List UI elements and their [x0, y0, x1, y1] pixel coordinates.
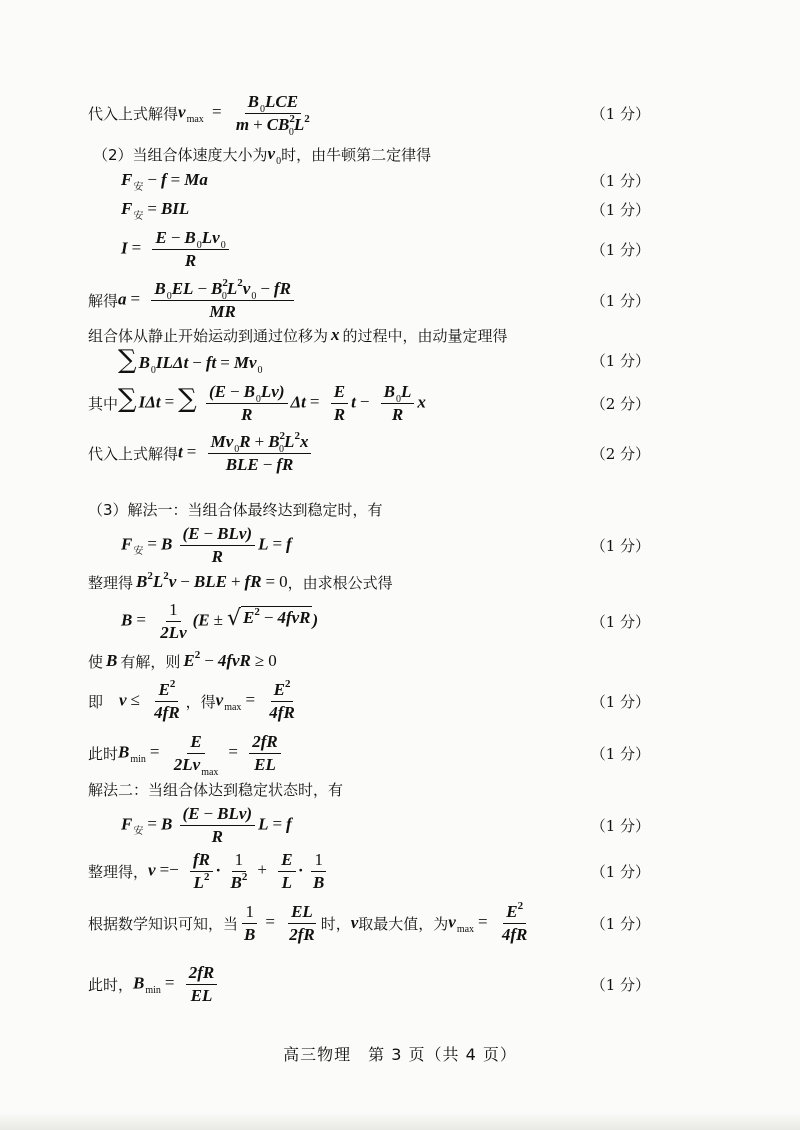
line-15-var: B: [106, 651, 118, 670]
line-6-score: （1 分）: [590, 291, 650, 310]
line-7: [0, 324, 800, 346]
line-7-var: x: [331, 325, 340, 344]
page-footer: 高三物理 第 3 页（共 4 页）: [283, 1045, 517, 1064]
line-9-formula: ∑ IΔt = ∑ $\frac{(E - B_0Lv)}{R}$ Δt = $\frac{E}{R}$ t − $\frac{B_0L}{R}$ x: [118, 381, 426, 424]
line-22-score: （1 分）: [590, 975, 650, 994]
line-15-prefix: 使: [88, 652, 104, 671]
line-14: [0, 596, 800, 646]
line-16-ineq: v ≤ $\frac{E^2}{4fR}$: [119, 677, 180, 722]
line-11: [0, 498, 800, 520]
line-18: [0, 778, 800, 800]
line-21-condition: $\frac{1}{B}$ = $\frac{EL}{2fR}$: [244, 901, 315, 944]
line-17-prefix: 此时: [88, 744, 119, 763]
line-21-prefix: 根据数学知识可知，当: [88, 914, 239, 933]
line-1-formula: $v_{max}$ = $\frac{B_0LCE}{m + CB^2_0L^2}$: [178, 91, 310, 138]
line-1-prefix: 代入上式解得: [88, 104, 179, 123]
line-21-var: v: [350, 913, 359, 932]
line-15-formula: $E^2 - 4fvR \ge 0$: [183, 649, 277, 670]
line-7-mid: 的过程中，由动量定理得: [342, 326, 508, 345]
line-6-formula: a = $\frac{B_0EL - B^2_0L^2v_0 - fR}{MR}$: [118, 279, 297, 322]
line-21-result: $v_{max}$ = $\frac{E^2}{4fR}$: [448, 899, 528, 944]
line-16-score: （1 分）: [590, 692, 650, 711]
line-12: [0, 520, 800, 570]
line-4-formula: $F_安$ = BIL: [121, 199, 190, 222]
line-22-prefix: 此时，: [88, 975, 134, 994]
line-5-score: （1 分）: [590, 240, 650, 259]
line-18-text: 解法二：当组合体达到稳定状态时，有: [88, 780, 344, 799]
line-10-formula: t = $\frac{Mv_0R + B^2_0L^2x}{\text{BLE − fR}}$: [178, 432, 314, 475]
line-8: [0, 344, 800, 376]
line-9: [0, 378, 800, 428]
line-19: [0, 800, 800, 850]
line-12-score: （1 分）: [590, 536, 650, 555]
line-13: [0, 568, 800, 596]
line-15-mid: 有解，则: [120, 652, 181, 671]
line-5-formula: I = $\frac{E - B_0Lv_0}{R}$: [121, 228, 232, 271]
line-5: [0, 224, 800, 274]
line-2-var: $v_0$: [267, 144, 282, 167]
line-10: [0, 428, 800, 478]
line-2-mid: 时，由牛顿第二定律得: [281, 145, 432, 164]
line-8-formula: ∑ $B_0IL\Delta t$ − ft = $Mv_0$: [118, 345, 263, 376]
line-3: [0, 167, 800, 193]
line-8-score: （1 分）: [590, 351, 650, 370]
line-9-prefix: 其中: [88, 394, 119, 413]
line-22: [0, 958, 800, 1010]
line-4-score: （1 分）: [590, 200, 650, 219]
line-14-formula: B = $\frac{1}{2Lv}$ (E ± √ $E^2 - 4fvR$ ): [121, 599, 319, 642]
line-21-score: （1 分）: [590, 914, 650, 933]
line-13-prefix: 整理得: [88, 573, 134, 592]
line-16-prefix: 即: [88, 692, 104, 711]
line-16: [0, 675, 800, 727]
line-13-formula: $B^2L^2v$ − BLE + fR = 0: [136, 570, 288, 591]
page-bottom-edge: [0, 1112, 800, 1130]
line-17-formula: $B_{min}$ = $\frac{E}{2Lv_{max}}$ = $\frac{2fR}{EL}$: [118, 732, 284, 775]
line-12-formula: $F_安 = B$ $\frac{\text{(E − BLv)}}{R}$ L = f: [121, 523, 292, 566]
line-19-score: （1 分）: [590, 816, 650, 835]
line-3-score: （1 分）: [590, 171, 650, 190]
line-20-score: （1 分）: [590, 862, 650, 881]
line-20-prefix: 整理得，: [88, 862, 149, 881]
line-10-score: （2 分）: [590, 444, 650, 463]
line-22-formula: $B_{min}$ = $\frac{2fR}{EL}$: [133, 963, 220, 1006]
line-1: [0, 86, 800, 140]
line-21-mid2: 取最大值，为: [358, 914, 449, 933]
line-20-formula: v =− $\frac{fR}{L^2}$ · $\frac{1}{B^2}$ + $\frac{E}{L}$ · $\frac{1}{B}$: [148, 849, 325, 892]
line-6-prefix: 解得: [88, 291, 119, 310]
line-10-prefix: 代入上式解得: [88, 444, 179, 463]
line-9-score: （2 分）: [590, 394, 650, 413]
line-13-mid: ，由求根公式得: [287, 573, 393, 592]
line-2: [0, 143, 800, 165]
line-16-result: $v_{max}$ = $\frac{E^2}{4fR}$: [215, 677, 295, 722]
line-3-formula: $F_安 - f = Ma$: [121, 170, 208, 193]
line-21-mid: 时，: [320, 914, 351, 933]
line-11-text: （3）解法一：当组合体最终达到稳定时，有: [88, 500, 383, 519]
line-17: [0, 727, 800, 779]
line-14-score: （1 分）: [590, 612, 650, 631]
line-21: [0, 896, 800, 950]
line-16-mid: ，得: [185, 692, 216, 711]
line-4: [0, 196, 800, 222]
line-15: [0, 647, 800, 675]
line-20: [0, 846, 800, 896]
line-7-text: 组合体从静止开始运动到通过位移为: [88, 326, 329, 345]
line-19-formula: $F_安 = B$ $\frac{\text{(E − BLv)}}{R}$ L = f: [121, 803, 292, 846]
line-17-score: （1 分）: [590, 744, 650, 763]
line-6: [0, 275, 800, 325]
line-1-score: （1 分）: [590, 104, 650, 123]
line-2-text: （2）当组合体速度大小为: [93, 145, 268, 164]
